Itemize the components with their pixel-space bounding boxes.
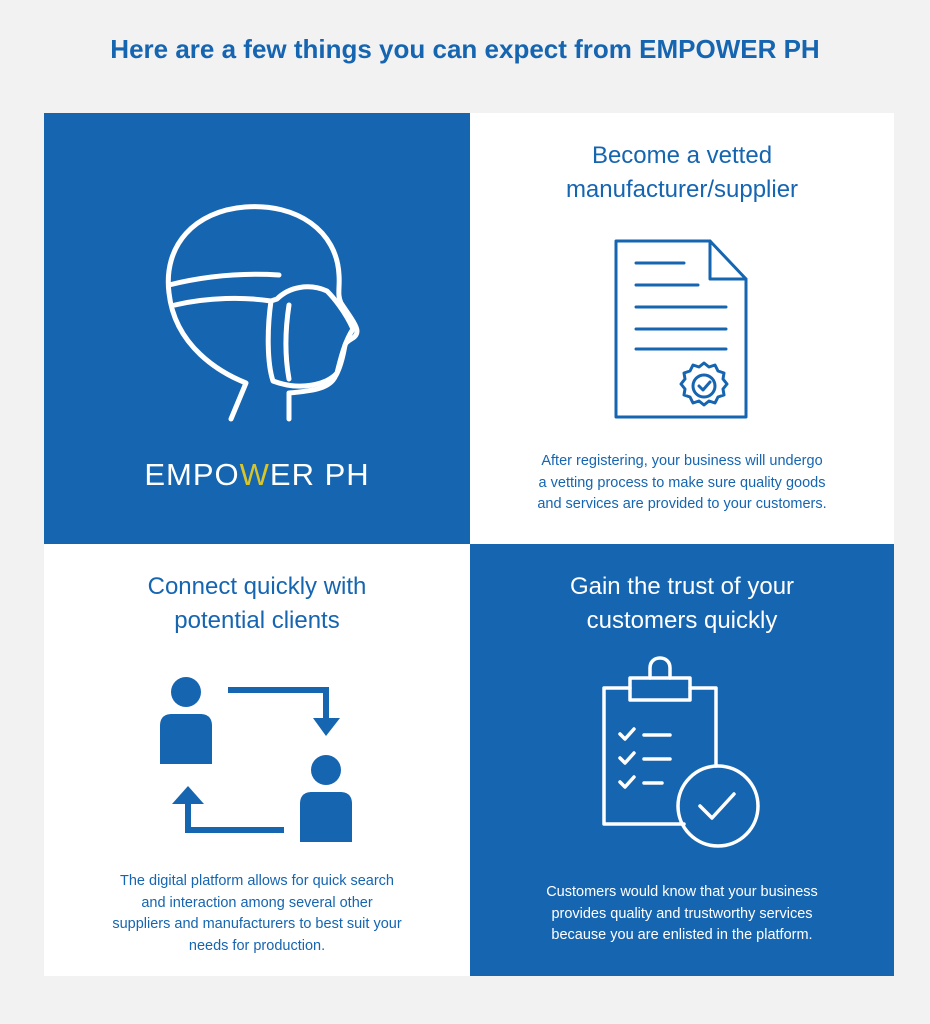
vetted-description: After registering, your business will undergo a vetting process to make sure quality goods and services are provided to your customers.	[537, 453, 827, 512]
connect-title: Connect quickly with potential clients	[147, 573, 367, 634]
people-exchange-icon	[158, 676, 358, 844]
vetted-panel	[470, 113, 894, 544]
trust-description: Customers would know that your business provides quality and trustworthy services because you are enlisted in the platform.	[546, 884, 818, 943]
connect-panel	[44, 544, 470, 976]
certificate-document-icon	[614, 239, 750, 421]
brand-panel	[44, 113, 470, 544]
vetted-title: Become a vetted manufacturer/supplier	[565, 142, 799, 203]
connect-description: The digital platform allows for quick search and interaction among several other suppliers and manufacturers to best suit your needs for production.	[112, 873, 402, 954]
trust-panel	[470, 544, 894, 976]
checklist-clipboard-icon	[600, 656, 760, 852]
brand-logo-text: EMPOWER PH	[144, 457, 370, 492]
page-headline: Here are a few things you can expect from EMPOWER PH	[110, 34, 820, 64]
mask-head-icon	[149, 201, 364, 426]
trust-title: Gain the trust of your customers quickly	[569, 573, 795, 634]
